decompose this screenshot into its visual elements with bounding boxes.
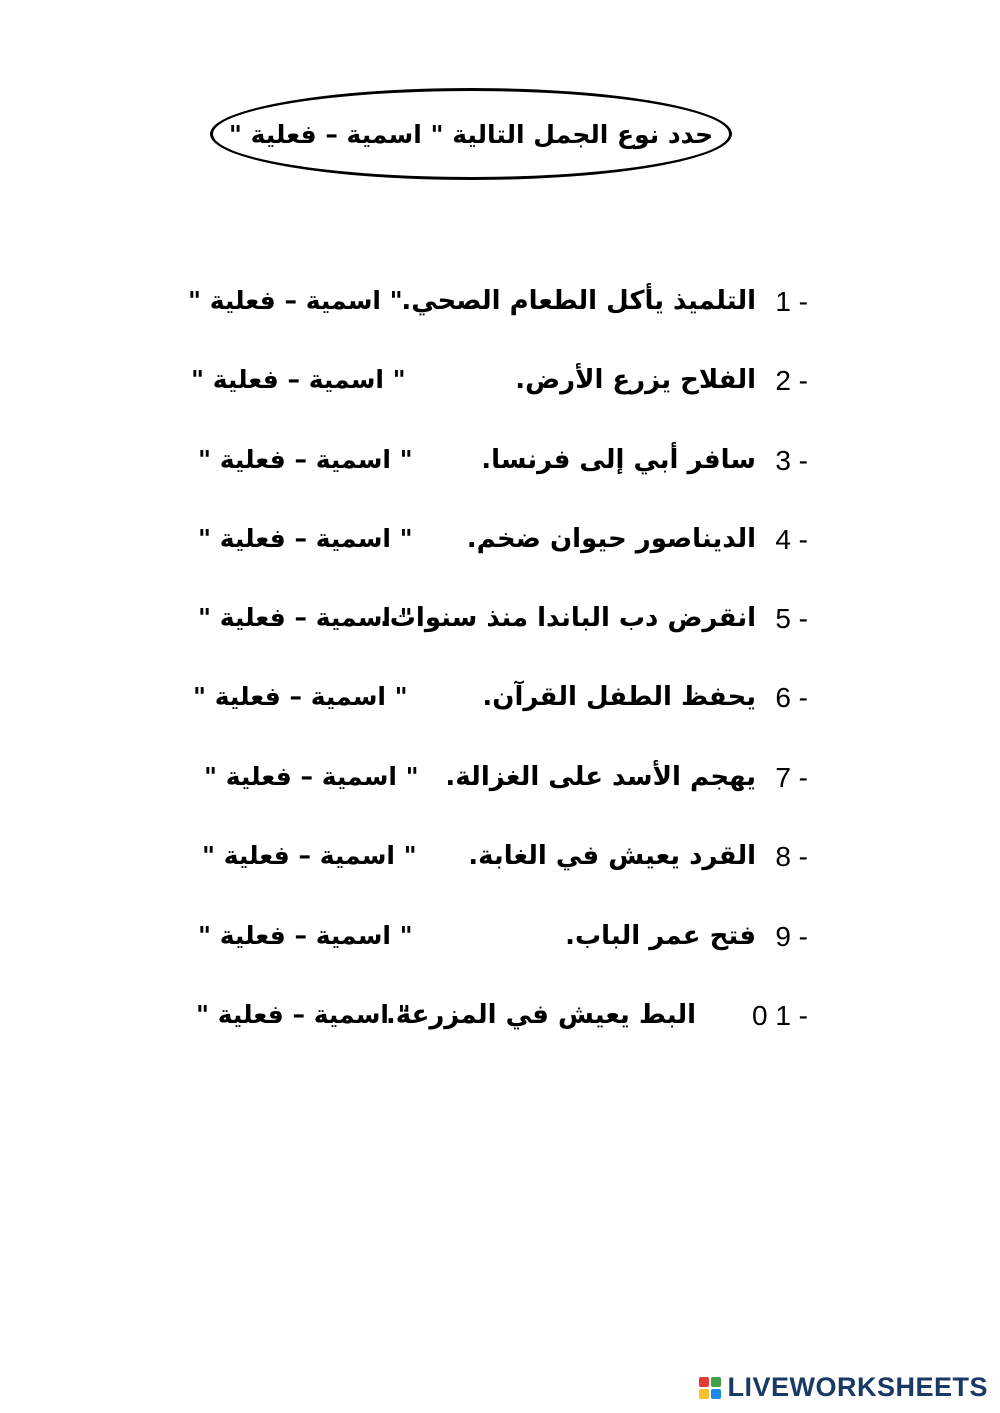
answer-choice[interactable]: " اسمية – فعلية " <box>202 841 417 870</box>
logo-square-red <box>699 1377 709 1387</box>
question-sentence: التلميذ يأكل الطعام الصحي. <box>401 286 756 316</box>
question-number: 4 - <box>775 524 808 555</box>
answer-choice[interactable]: " اسمية – فعلية " <box>198 445 413 474</box>
question-row-4 <box>0 516 1000 566</box>
question-number: 3 - <box>775 445 808 476</box>
answer-choice[interactable]: " اسمية – فعلية " <box>188 286 403 315</box>
answer-choice[interactable]: " اسمية – فعلية " <box>204 762 419 791</box>
question-number: 6 - <box>775 682 808 713</box>
question-row-2 <box>0 357 1000 407</box>
question-row-8 <box>0 833 1000 883</box>
answer-choice[interactable]: " اسمية – فعلية " <box>196 1000 411 1029</box>
answer-choice[interactable]: " اسمية – فعلية " <box>191 365 406 394</box>
question-number: 1 - <box>775 286 808 317</box>
question-sentence: فتح عمر الباب. <box>565 921 756 951</box>
title-oval <box>210 88 732 180</box>
liveworksheets-logo <box>699 1372 988 1403</box>
question-number: 7 - <box>775 762 808 793</box>
question-sentence: البط يعيش في المزرعة. <box>385 1000 696 1030</box>
logo-square-blue <box>711 1389 721 1399</box>
question-sentence: الديناصور حيوان ضخم. <box>466 524 756 554</box>
question-row-3 <box>0 437 1000 487</box>
question-sentence: سافر أبي إلى فرنسا. <box>481 445 756 475</box>
question-number: 0 1 - <box>751 1000 808 1031</box>
question-sentence: يهجم الأسد على الغزالة. <box>445 762 756 792</box>
question-row-7 <box>0 754 1000 804</box>
answer-choice[interactable]: " اسمية – فعلية " <box>198 603 413 632</box>
worksheet-title: حدد نوع الجمل التالية " اسمية – فعلية " <box>228 119 714 149</box>
question-number: 8 - <box>775 841 808 872</box>
liveworksheets-logo-icon <box>699 1377 721 1399</box>
answer-choice[interactable]: " اسمية – فعلية " <box>193 682 408 711</box>
question-row-1 <box>0 278 1000 328</box>
question-row-6 <box>0 674 1000 724</box>
question-number: 9 - <box>775 921 808 952</box>
answer-choice[interactable]: " اسمية – فعلية " <box>198 524 413 553</box>
liveworksheets-logo-text: LIVEWORKSHEETS <box>727 1372 988 1402</box>
logo-square-yellow <box>699 1389 709 1399</box>
question-sentence: القرد يعيش في الغابة. <box>468 841 756 871</box>
answer-choice[interactable]: " اسمية – فعلية " <box>198 921 413 950</box>
question-row-10 <box>0 992 1000 1042</box>
question-sentence: الفلاح يزرع الأرض. <box>515 365 756 395</box>
logo-square-green <box>711 1377 721 1387</box>
question-number: 2 - <box>775 365 808 396</box>
question-sentence: انقرض دب الباندا منذ سنوات. <box>379 603 756 633</box>
question-row-9 <box>0 913 1000 963</box>
question-sentence: يحفظ الطفل القرآن. <box>482 682 756 712</box>
question-row-5 <box>0 595 1000 645</box>
question-number: 5 - <box>775 603 808 634</box>
